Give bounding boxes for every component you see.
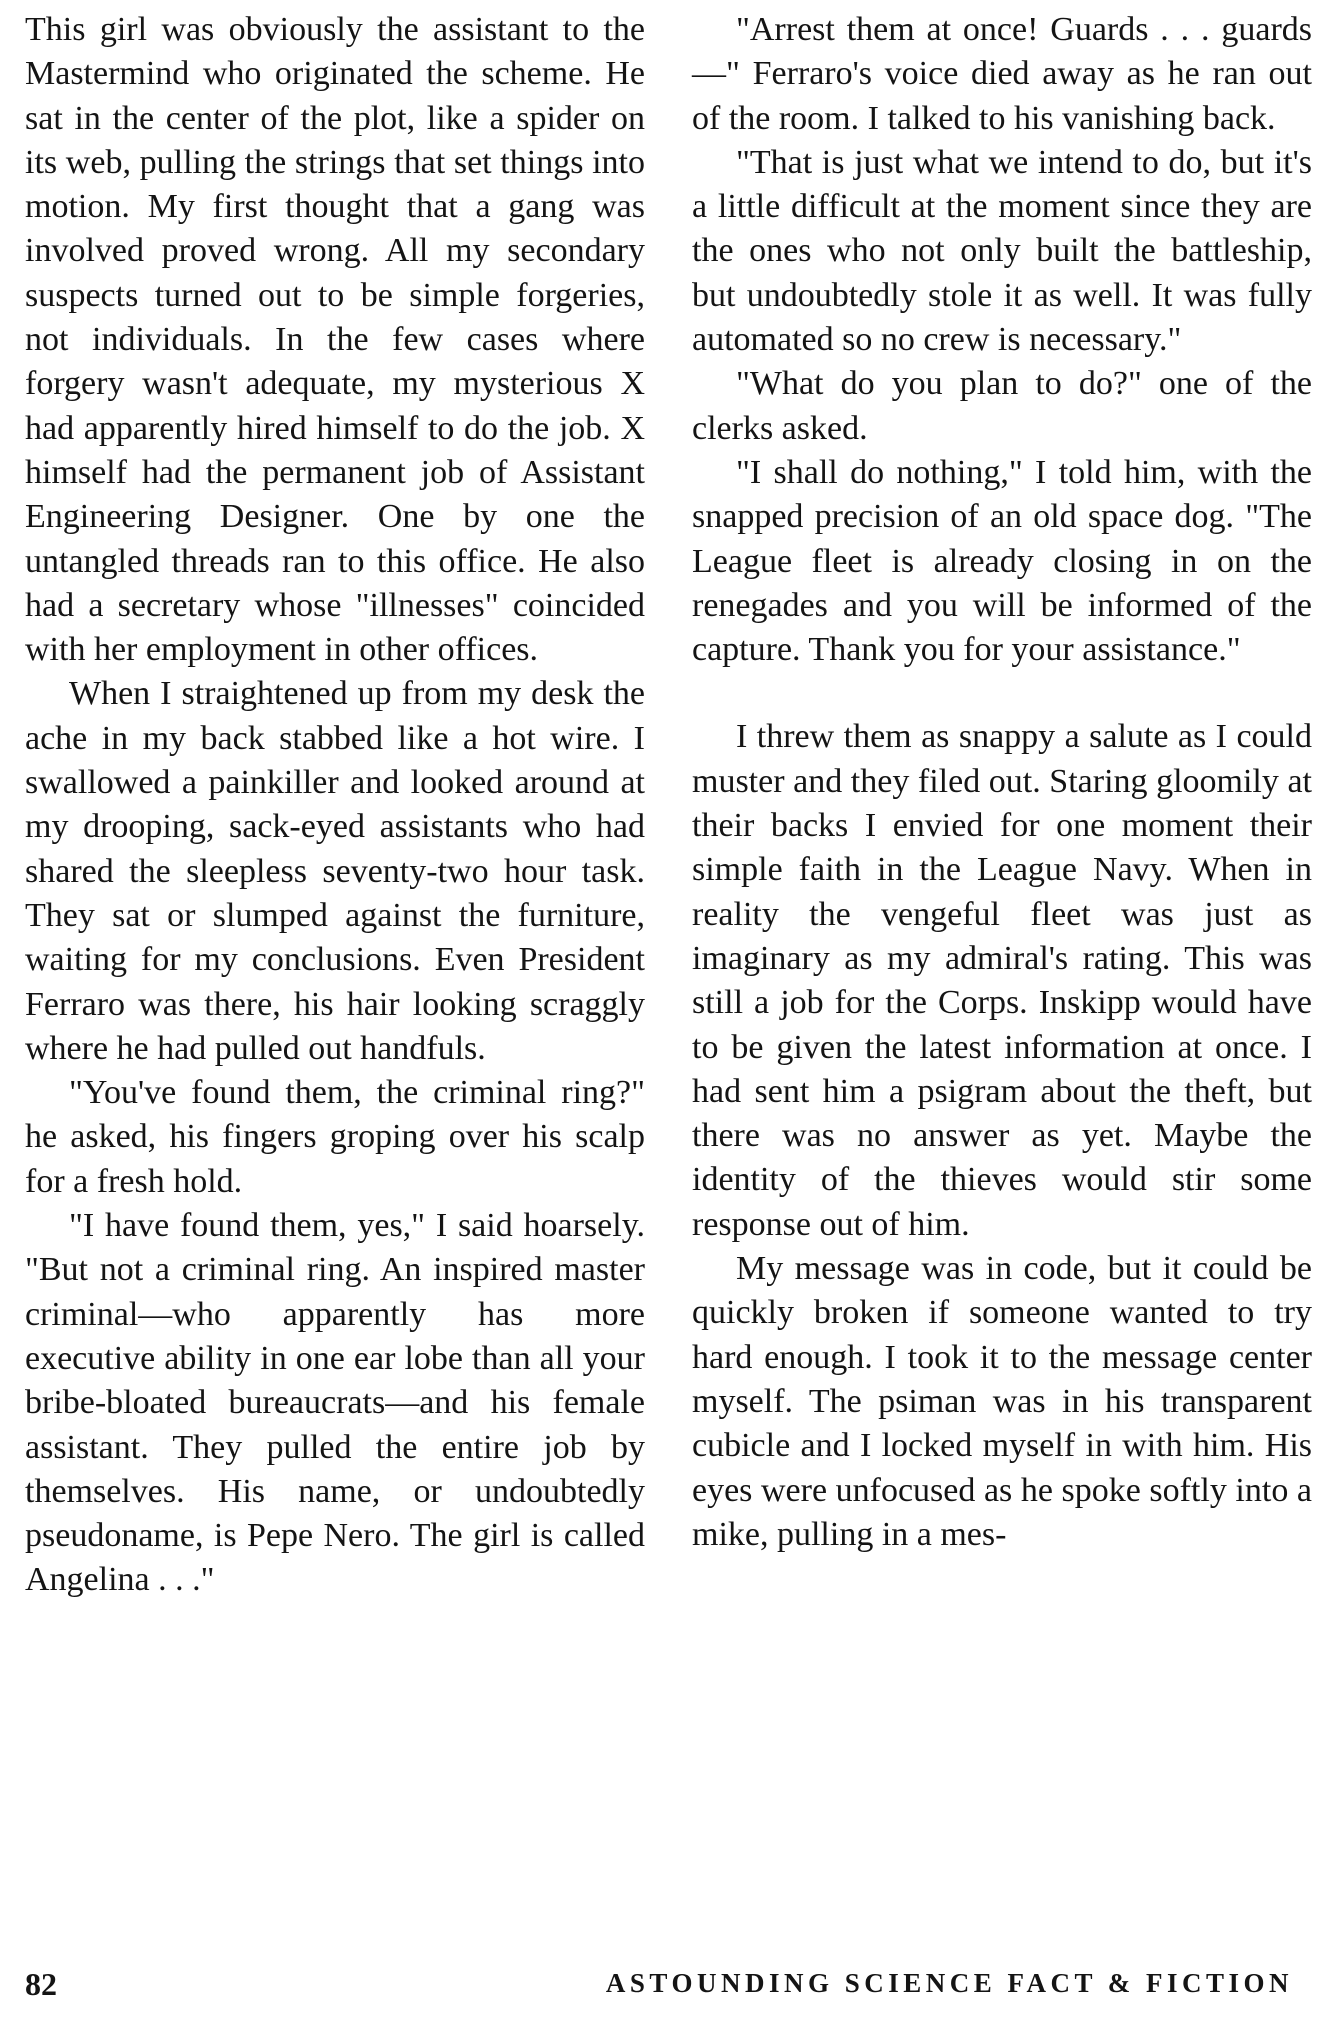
- paragraph: My message was in code, but it could be quickly broken if someone wanted to try hard enough. I took it to the message center myself. The psiman was in his transparent cubicle and I locked myself in with him. His eyes were unfocused as he spoke softly into a mike, pulling in a mes-: [692, 1250, 1312, 1553]
- paragraph: "You've found them, the criminal ring?" he asked, his fingers groping over his scalp for a fresh hold.: [25, 1074, 645, 1200]
- paragraph: This girl was obviously the assistant to the Mastermind who originated the scheme. He sat in the center of the plot, like a spider on its web, pulling the strings that set things into motion. My first thought that a gang was involved proved wrong. All my secondary suspects turned out to be simple forgeries, not individuals. In the few cases where forgery wasn't adequate, my mysterious X had apparently hired himself to do the job. X himself had the permanent job of Assistant Engineering Designer. One by one the untangled threads ran to this office. He also had a secretary whose "illnesses" coincided with her employment in other offices.: [25, 11, 645, 669]
- section-break: [692, 672, 1312, 715]
- page-footer: [25, 1966, 1293, 2016]
- paragraph: When I straightened up from my desk the ache in my back stabbed like a hot wire. I swallowed a painkiller and looked around at my drooping, sack-eyed assistants who had shared the sleepless seventy-two hour task. They sat or slumped against the furniture, waiting for my conclusions. Even President Ferraro was there, his hair looking scraggly where he had pulled out handfuls.: [25, 675, 645, 1067]
- paragraph: "What do you plan to do?" one of the clerks asked.: [692, 365, 1312, 447]
- running-head: ASTOUNDING SCIENCE FACT & FICTION: [605, 1968, 1293, 1998]
- left-column: [25, 8, 645, 1603]
- paragraph: "That is just what we intend to do, but it's a little difficult at the moment since they are the ones who not only built the battleship, but undoubtedly stole it as well. It was fully automated so no crew is necessary.": [692, 143, 1312, 359]
- page-number: 82: [25, 1966, 57, 2002]
- paragraph: "Arrest them at once! Guards . . . guards—" Ferraro's voice died away as he ran out of the room. I talked to his vanishing back.: [692, 11, 1312, 137]
- paragraph: I threw them as snappy a salute as I could muster and they filed out. Staring gloomily at their backs I envied for one moment their simple faith in the League Navy. When in reality the vengeful fleet was just as imaginary as my admiral's rating. This was still a job for the Corps. Inskipp would have to be given the latest information at once. I had sent him a psigram about the theft, but there was no answer as yet. Maybe the identity of the thieves would stir some response out of him.: [692, 718, 1312, 1243]
- right-column: [692, 8, 1312, 1557]
- paragraph: "I have found them, yes," I said hoarsely. "But not a criminal ring. An inspired master criminal—who apparently has more executive ability in one ear lobe than all your bribe-bloated bureaucrats—and his female assistant. They pulled the entire job by themselves. His name, or undoubtedly pseudoname, is Pepe Nero. The girl is called Angelina . . .": [25, 1207, 645, 1599]
- paragraph: "I shall do nothing," I told him, with the snapped precision of an old space dog. "The League fleet is already closing in on the renegades and you will be informed of the capture. Thank you for your assistance.": [692, 453, 1312, 669]
